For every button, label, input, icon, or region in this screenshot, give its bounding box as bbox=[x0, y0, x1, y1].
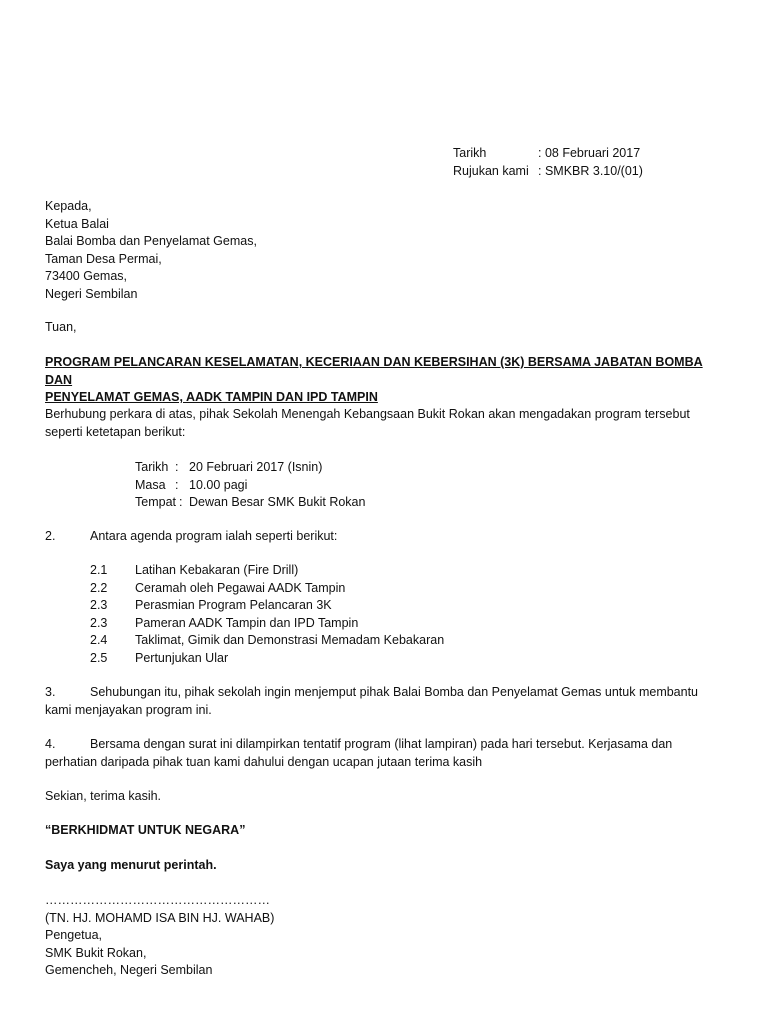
list-item bbox=[90, 580, 444, 598]
detail-label: Masa bbox=[135, 477, 166, 492]
agenda-number: 2.4 bbox=[90, 633, 108, 647]
signature-block bbox=[45, 892, 274, 980]
list-item bbox=[90, 597, 444, 615]
detail-row-date bbox=[135, 459, 365, 477]
signature-line: ……………………………………………… bbox=[45, 893, 270, 907]
detail-separator: : bbox=[175, 460, 179, 474]
agenda-text: Pameran AADK Tampin dan IPD Tampin bbox=[135, 615, 359, 630]
paragraph-line: kami menjayakan program ini. bbox=[45, 702, 212, 717]
paragraph-number: 3. bbox=[45, 685, 56, 699]
detail-row-time bbox=[135, 477, 365, 495]
detail-value: 10.00 pagi bbox=[189, 477, 248, 492]
agenda-number: 2.5 bbox=[90, 650, 108, 665]
recipient-line: 73400 Gemas, bbox=[45, 269, 127, 283]
detail-value: 20 Februari 2017 (Isnin) bbox=[189, 460, 323, 474]
agenda-text: Taklimat, Gimik dan Demonstrasi Memadam Kebakaran bbox=[135, 633, 445, 647]
ref-label: Rujukan kami bbox=[453, 163, 529, 178]
agenda-text: Latihan Kebakaran (Fire Drill) bbox=[135, 563, 299, 577]
detail-label: Tempat bbox=[135, 495, 176, 509]
list-item bbox=[90, 615, 444, 633]
detail-row-venue bbox=[135, 494, 365, 512]
agenda-text: Perasmian Program Pelancaran 3K bbox=[135, 598, 332, 612]
reference-ref-row bbox=[453, 163, 643, 181]
detail-separator: : bbox=[179, 495, 183, 509]
event-details bbox=[135, 459, 365, 512]
motto: “BERKHIDMAT UNTUK NEGARA” bbox=[45, 823, 246, 837]
signatory-title: Pengetua, bbox=[45, 928, 102, 942]
agenda-number: 2.3 bbox=[90, 615, 108, 630]
paragraph-text: Antara agenda program ialah seperti berikut: bbox=[90, 529, 338, 543]
recipient-line: Ketua Balai bbox=[45, 216, 109, 231]
list-item bbox=[90, 650, 444, 668]
detail-separator: : bbox=[175, 477, 179, 492]
list-item bbox=[90, 562, 444, 580]
intro-line: seperti ketetapan berikut: bbox=[45, 424, 186, 439]
subject-line: PENYELAMAT GEMAS, AADK TAMPIN DAN IPD TAMPIN bbox=[45, 390, 378, 404]
ref-value: : SMKBR 3.10/(01) bbox=[538, 163, 643, 178]
reference-date-row bbox=[453, 145, 643, 163]
paragraph-line bbox=[45, 736, 725, 754]
subject-line: PROGRAM PELANCARAN KESELAMATAN, KECERIAAN DAN KEBERSIHAN (3K) BERSAMA JABATAN BOMBA DAN bbox=[45, 355, 703, 387]
date-label: Tarikh bbox=[453, 146, 487, 160]
signatory-location: Gemencheh, Negeri Sembilan bbox=[45, 963, 213, 977]
paragraph-2 bbox=[45, 528, 337, 546]
paragraph-4 bbox=[45, 736, 725, 771]
subject-heading bbox=[45, 354, 725, 407]
list-item bbox=[90, 632, 444, 650]
agenda-number: 2.3 bbox=[90, 598, 108, 612]
date-value: : 08 Februari 2017 bbox=[538, 146, 641, 160]
agenda-number: 2.2 bbox=[90, 580, 108, 595]
intro-paragraph bbox=[45, 406, 725, 441]
recipient-line: Kepada, bbox=[45, 199, 92, 213]
recipient-address bbox=[45, 198, 257, 303]
agenda-text: Pertunjukan Ular bbox=[135, 650, 229, 665]
paragraph-number: 2. bbox=[45, 529, 56, 543]
paragraph-line: perhatian daripada pihak tuan kami dahului dengan ucapan jutaan terima kasih bbox=[45, 754, 483, 769]
paragraph-3 bbox=[45, 684, 725, 719]
salutation: Tuan, bbox=[45, 320, 77, 334]
paragraph-text: Sehubungan itu, pihak sekolah ingin menjemput pihak Balai Bomba dan Penyelamat Gemas untuk membantu bbox=[90, 685, 699, 699]
reference-block bbox=[453, 145, 643, 180]
agenda-number: 2.1 bbox=[90, 563, 108, 577]
agenda-list bbox=[90, 562, 444, 667]
paragraph-text: Bersama dengan surat ini dilampirkan tentatif program (lihat lampiran) pada hari tersebut. Kerjasama dan bbox=[90, 737, 673, 751]
obey-line: Saya yang menurut perintah. bbox=[45, 858, 217, 872]
signatory-school: SMK Bukit Rokan, bbox=[45, 945, 147, 960]
recipient-line: Balai Bomba dan Penyelamat Gemas, bbox=[45, 234, 257, 248]
intro-line: Berhubung perkara di atas, pihak Sekolah Menengah Kebangsaan Bukit Rokan akan mengadakan program tersebut bbox=[45, 407, 690, 421]
paragraph-line bbox=[45, 684, 725, 702]
signatory-name: (TN. HJ. MOHAMD ISA BIN HJ. WAHAB) bbox=[45, 910, 275, 925]
agenda-text: Ceramah oleh Pegawai AADK Tampin bbox=[135, 580, 346, 595]
paragraph-number: 4. bbox=[45, 737, 56, 751]
closing-line: Sekian, terima kasih. bbox=[45, 789, 162, 803]
detail-value: Dewan Besar SMK Bukit Rokan bbox=[189, 495, 366, 509]
detail-label: Tarikh bbox=[135, 460, 169, 474]
recipient-line: Taman Desa Permai, bbox=[45, 251, 162, 266]
recipient-line: Negeri Sembilan bbox=[45, 286, 138, 301]
